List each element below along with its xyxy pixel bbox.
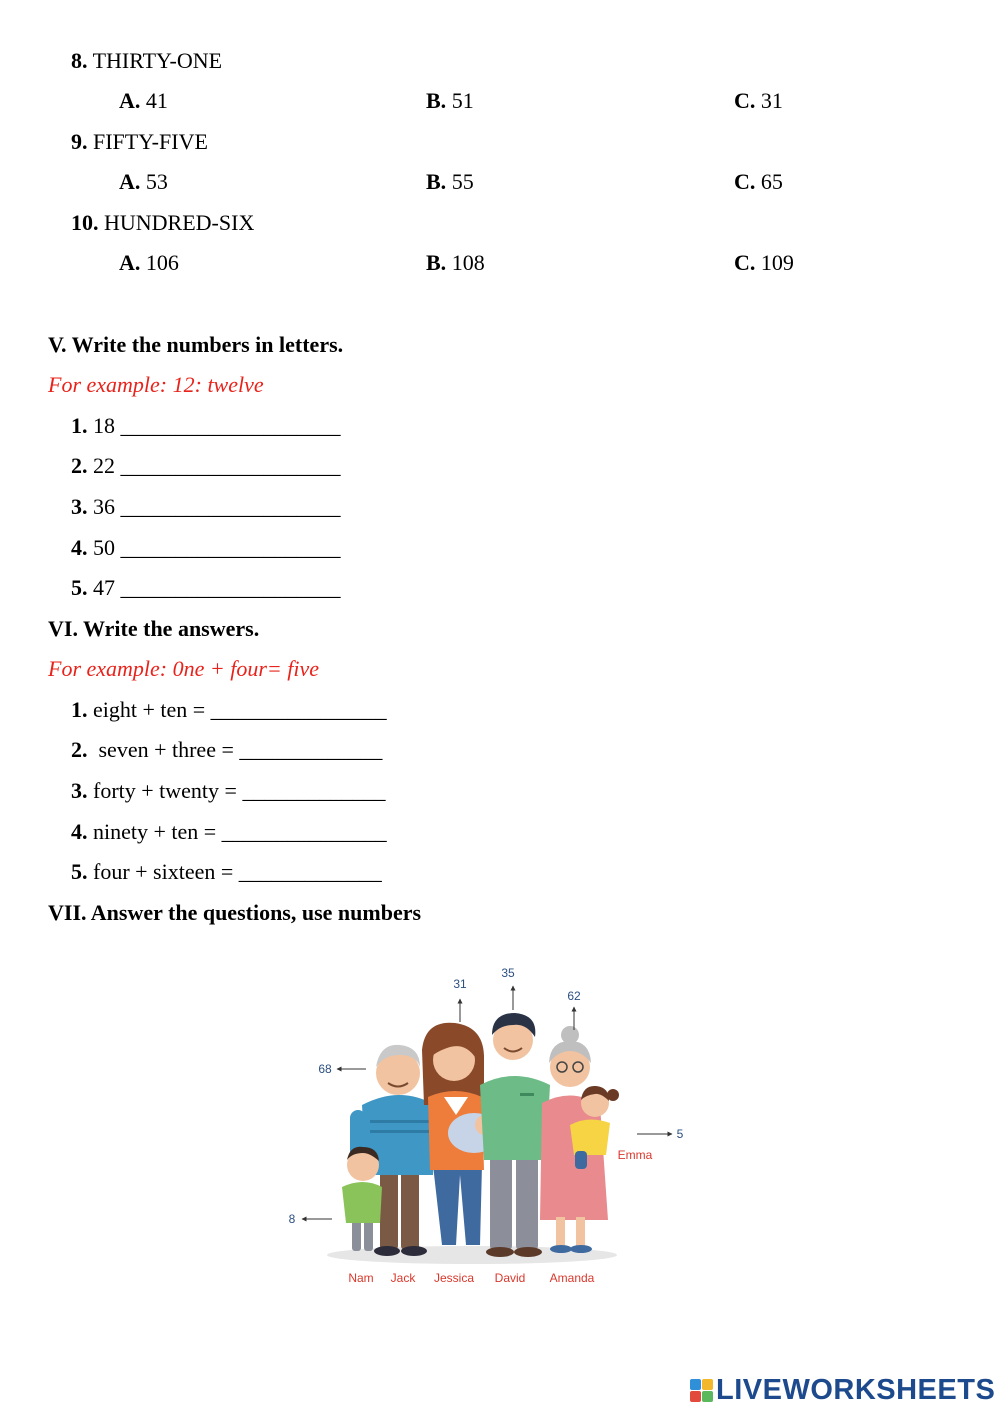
question-word: HUNDRED-SIX bbox=[104, 210, 255, 235]
option-value: 41 bbox=[145, 88, 168, 113]
option-value: 53 bbox=[145, 169, 168, 194]
section-5-item-5[interactable] bbox=[71, 575, 341, 601]
option-b[interactable] bbox=[426, 88, 474, 114]
item-text: 22 ____________________ bbox=[87, 453, 341, 478]
item-text: seven + three = _____________ bbox=[87, 737, 383, 762]
option-b[interactable] bbox=[426, 169, 474, 195]
option-letter: B. bbox=[426, 250, 447, 275]
option-letter: B. bbox=[426, 169, 447, 194]
item-number: 1. bbox=[71, 697, 88, 722]
item-number: 1. bbox=[71, 413, 88, 438]
grandpa-age-label: 68 bbox=[318, 1062, 332, 1076]
emma-name-label: Emma bbox=[617, 1148, 653, 1162]
option-value: 31 bbox=[760, 88, 783, 113]
item-number: 4. bbox=[71, 819, 88, 844]
name-label-jessica: Jessica bbox=[433, 1271, 475, 1285]
section-5-title: V. Write the numbers in letters. bbox=[48, 332, 344, 357]
item-text: 18 ____________________ bbox=[87, 413, 341, 438]
section-5-item-1[interactable] bbox=[71, 413, 341, 439]
question-number: 9. bbox=[71, 129, 88, 154]
option-c[interactable] bbox=[734, 250, 794, 276]
item-number: 5. bbox=[71, 859, 88, 884]
option-a[interactable] bbox=[119, 250, 179, 276]
section-6-item-2[interactable] bbox=[71, 737, 382, 763]
question-8 bbox=[71, 48, 222, 74]
david-age-label: 35 bbox=[501, 966, 515, 980]
item-text: 47 ____________________ bbox=[87, 575, 341, 600]
name-label-david: David bbox=[494, 1271, 526, 1285]
section-6-item-5[interactable] bbox=[71, 859, 382, 885]
section-6-title: VI. Write the answers. bbox=[48, 616, 260, 641]
nam-age-label: 8 bbox=[288, 1212, 296, 1226]
option-letter: A. bbox=[119, 88, 141, 113]
section-6-item-4[interactable] bbox=[71, 819, 387, 845]
item-text: eight + ten = ________________ bbox=[87, 697, 387, 722]
name-label-jack: Jack bbox=[390, 1271, 416, 1285]
item-number: 3. bbox=[71, 778, 88, 803]
question-number: 10. bbox=[71, 210, 99, 235]
nam-figure bbox=[342, 1147, 382, 1251]
option-letter: C. bbox=[734, 169, 756, 194]
liveworksheets-logo bbox=[690, 1372, 995, 1408]
item-text: ninety + ten = _______________ bbox=[87, 819, 387, 844]
item-number: 4. bbox=[71, 535, 88, 560]
option-c[interactable] bbox=[734, 169, 783, 195]
section-5-item-3[interactable] bbox=[71, 494, 341, 520]
item-text: four + sixteen = _____________ bbox=[87, 859, 382, 884]
option-letter: A. bbox=[119, 250, 141, 275]
option-letter: C. bbox=[734, 250, 756, 275]
section-6-example: For example: 0ne + four= five bbox=[48, 656, 320, 681]
item-number: 2. bbox=[71, 453, 88, 478]
option-a[interactable] bbox=[119, 88, 168, 114]
section-7-title: VII. Answer the questions, use numbers bbox=[48, 900, 422, 925]
option-letter: B. bbox=[426, 88, 447, 113]
name-label-amanda: Amanda bbox=[549, 1271, 595, 1285]
option-value: 55 bbox=[451, 169, 474, 194]
item-text: 36 ____________________ bbox=[87, 494, 341, 519]
amanda-age-label: 62 bbox=[567, 989, 581, 1003]
section-5-example: For example: 12: twelve bbox=[48, 372, 264, 397]
jessica-age-label: 31 bbox=[453, 977, 467, 991]
option-letter: C. bbox=[734, 88, 756, 113]
emma-age-label: 5 bbox=[676, 1127, 684, 1141]
item-number: 5. bbox=[71, 575, 88, 600]
section-5-item-2[interactable] bbox=[71, 453, 341, 479]
question-number: 8. bbox=[71, 48, 88, 73]
item-text: 50 ____________________ bbox=[87, 535, 341, 560]
name-label-nam: Nam bbox=[348, 1271, 374, 1285]
david-figure bbox=[480, 1013, 550, 1257]
section-5-item-4[interactable] bbox=[71, 535, 341, 561]
option-value: 51 bbox=[451, 88, 474, 113]
item-number: 2. bbox=[71, 737, 88, 762]
option-value: 108 bbox=[451, 250, 485, 275]
question-10 bbox=[71, 210, 254, 236]
question-9 bbox=[71, 129, 208, 155]
item-text: forty + twenty = _____________ bbox=[87, 778, 386, 803]
section-6-item-1[interactable] bbox=[71, 697, 387, 723]
family-illustration bbox=[270, 955, 710, 1300]
option-c[interactable] bbox=[734, 88, 783, 114]
option-value: 106 bbox=[145, 250, 179, 275]
question-word: FIFTY-FIVE bbox=[93, 129, 208, 154]
logo-brand-text: LIVEWORKSHEETS bbox=[716, 1373, 996, 1406]
option-value: 65 bbox=[760, 169, 783, 194]
option-a[interactable] bbox=[119, 169, 168, 195]
logo-mark-icon bbox=[690, 1377, 714, 1403]
section-6-item-3[interactable] bbox=[71, 778, 385, 804]
option-b[interactable] bbox=[426, 250, 485, 276]
question-word: THIRTY-ONE bbox=[92, 48, 223, 73]
option-letter: A. bbox=[119, 169, 141, 194]
item-number: 3. bbox=[71, 494, 88, 519]
option-value: 109 bbox=[760, 250, 794, 275]
